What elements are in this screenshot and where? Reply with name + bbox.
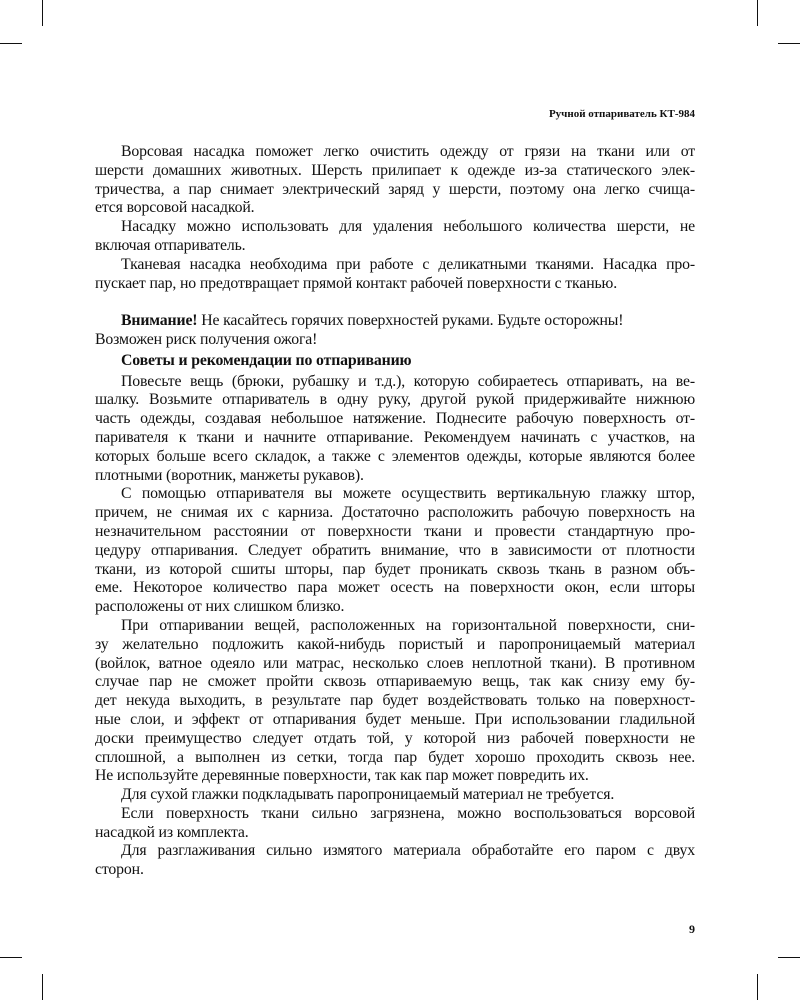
crop-mark-bottom-left bbox=[42, 974, 43, 1000]
text-line: С помощью отпаривателя вы можете осуществить вертикальную глажку штор, bbox=[121, 485, 695, 503]
paragraph-gap bbox=[95, 293, 695, 312]
text-line: незначительном расстоянии от поверхности ткани и провести стандартную про- bbox=[95, 522, 695, 540]
text-line: Ворсовая насадка поможет легко очистить одежду от грязи на ткани или от bbox=[121, 143, 695, 160]
text-line: (войлок, ватное одеяло или матрас, несколько слоев неплотной ткани). В противном bbox=[95, 654, 695, 672]
paragraph-curtains bbox=[95, 485, 695, 617]
text-line: Повесьте вещь (брюки, рубашку и т.д.), которую собираетесь отпаривать, на ве- bbox=[121, 372, 695, 390]
section-heading: Советы и рекомендации по отпариванию bbox=[121, 351, 412, 369]
warning-label: Внимание! bbox=[121, 312, 198, 330]
warning-text: Не касайтесь горячих поверхностей руками. Будьте осторожны! bbox=[197, 312, 624, 330]
text-line: причем, не снимая их с карниза. Достаточно расположить рабочую поверхность на bbox=[95, 504, 695, 522]
crop-mark-left-top bbox=[0, 43, 22, 44]
text-line: сплошной, а выполнен из сетки, тогда пар будет хорошо проходить сквозь нее. bbox=[95, 748, 695, 766]
text-line: Для разглаживания сильно измятого материала обработайте его паром с двух bbox=[121, 842, 695, 860]
text-line: дет некуда выходить, в результате пар будет воздействовать только на поверхност- bbox=[95, 692, 695, 710]
crop-mark-top-right bbox=[757, 0, 758, 26]
paragraph-fabric-attachment bbox=[95, 256, 695, 294]
running-header: Ручной отпариватель КТ-984 bbox=[548, 108, 695, 120]
text-line: насадкой из комплекта. bbox=[95, 823, 249, 841]
text-line: зу желательно подложить какой-нибудь пористый и паропроницаемый материал bbox=[95, 635, 695, 653]
text-line: цедуру отпаривания. Следует обратить внимание, что в зависимости от плотности bbox=[95, 541, 695, 559]
text-line: сторон. bbox=[95, 861, 144, 879]
page-number: 9 bbox=[689, 922, 695, 936]
paragraph-hanging-steaming bbox=[95, 373, 695, 486]
text-line: тричества, а пар снимает электрический заряд у шерсти, поэтому она легко счища- bbox=[95, 180, 695, 198]
body-text bbox=[95, 143, 695, 880]
text-line: часть одежды, создавая небольшое натяжение. Поднесите рабочую поверхность от- bbox=[95, 410, 695, 428]
text-line: ные слои, и эффект от отпаривания будет меньше. При использовании гладильной bbox=[95, 710, 695, 728]
text-line: шерсти домашних животных. Шерсть прилипает к одежде из-за статического элек- bbox=[95, 161, 695, 179]
text-line: случае пар не сможет пройти сквозь отпариваемую вещь, так как снизу ему бу- bbox=[95, 673, 695, 691]
crop-mark-right-bottom bbox=[778, 957, 800, 958]
crop-mark-bottom-right bbox=[757, 974, 758, 1000]
text-line: Тканевая насадка необходима при работе с деликатными тканями. Насадка про- bbox=[121, 255, 695, 273]
text-line: еме. Некоторое количество пара может осесть на поверхности окон, если шторы bbox=[95, 579, 695, 597]
text-line: Если поверхность ткани сильно загрязнена, можно воспользоваться ворсовой bbox=[121, 804, 695, 822]
crop-mark-top-left bbox=[42, 0, 43, 26]
text-line: Возможен риск получения ожога! bbox=[95, 330, 318, 348]
paragraph-wrinkled-material bbox=[95, 842, 695, 880]
document-page bbox=[95, 0, 695, 1000]
text-line: пускает пар, но предотвращает прямой контакт рабочей поверхности с тканью. bbox=[95, 274, 618, 292]
paragraph-brush-attachment bbox=[95, 143, 695, 218]
text-line: ткани, из которой сшиты шторы, пар будет проникать сквозь ткань в разном объ- bbox=[95, 560, 695, 578]
text-line: Насадку можно использовать для удаления небольшого количества шерсти, не bbox=[121, 218, 695, 236]
paragraph-dry-ironing bbox=[95, 786, 695, 805]
paragraph-horizontal-surface bbox=[95, 617, 695, 786]
crop-mark-left-bottom bbox=[0, 957, 22, 958]
text-line: включая отпариватель. bbox=[95, 236, 246, 254]
text-line bbox=[95, 312, 695, 331]
paragraph-dirty-fabric bbox=[95, 805, 695, 843]
text-line: Не используйте деревянные поверхности, так как пар может повредить их. bbox=[95, 767, 589, 785]
text-line: которых больше всего складок, а также с элементов одежды, которые являются более bbox=[95, 447, 695, 465]
text-line: Для сухой глажки подкладывать паропроницаемый материал не требуется. bbox=[121, 786, 615, 804]
text-line: паривателя к ткани и начните отпаривание. Рекомендуем начинать с участков, на bbox=[95, 428, 695, 446]
crop-mark-right-top bbox=[778, 43, 800, 44]
paragraph-attachment-without-steamer bbox=[95, 218, 695, 256]
text-line: доски преимущество следует отдать той, у которой низ рабочей поверхности не bbox=[95, 729, 695, 747]
text-line: плотными (воротник, манжеты рукавов). bbox=[95, 466, 364, 484]
text-line: шалку. Возьмите отпариватель в одну руку, другой рукой придерживайте нижнюю bbox=[95, 391, 695, 409]
text-line: При отпаривании вещей, расположенных на горизонтальной поверхности, сни- bbox=[121, 616, 695, 634]
text-line: расположены от них слишком близко. bbox=[95, 598, 345, 616]
warning-notice bbox=[95, 312, 695, 350]
text-line: ется ворсовой насадкой. bbox=[95, 199, 255, 217]
